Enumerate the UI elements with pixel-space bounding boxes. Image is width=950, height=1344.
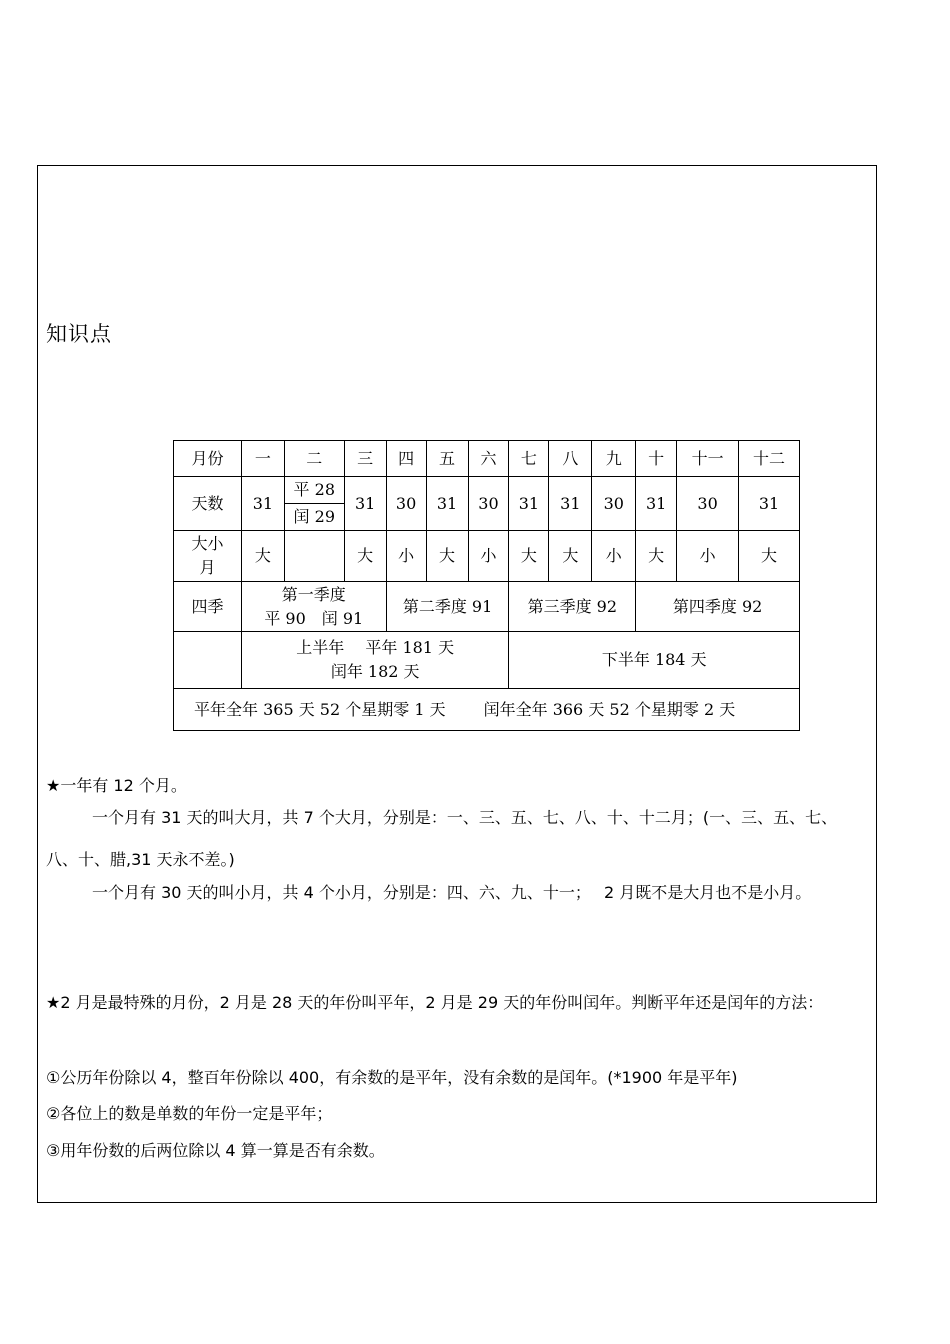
table-row [174,689,800,731]
leap-year-summary: 闰年全年 366 天 52 个星期零 2 天 [483,699,736,719]
month-cell: 六 [468,441,509,477]
month-cell: 四 [386,441,426,477]
note-rule-3: ③用年份数的后两位除以 4 算一算是否有余数。 [46,1141,385,1160]
note-rule-2: ②各位上的数是单数的年份一定是平年； [46,1104,333,1123]
days-cell: 31 [426,477,468,531]
size-cell: 大 [509,531,549,582]
table-row [174,582,800,632]
days-cell: 31 [344,477,386,531]
row-label-days: 天数 [174,477,242,531]
season-q1-title: 第一季度 [281,584,346,604]
feb-leap-days: 闰 29 [293,507,335,526]
size-cell: 小 [386,531,426,582]
year-summary-cell [174,689,800,731]
section-heading: 知识点 [46,322,112,346]
size-cell [284,531,344,582]
note-months-count: ★一年有 12 个月。 [46,776,187,795]
season-q3-cell: 第三季度 92 [509,582,636,632]
days-cell: 30 [592,477,636,531]
row-label-month: 月份 [174,441,242,477]
days-cell: 31 [509,477,549,531]
size-cell: 小 [468,531,509,582]
first-half-leap: 闰年 182 天 [330,662,420,681]
month-cell: 十二 [739,441,800,477]
days-cell: 31 [636,477,677,531]
month-cell: 九 [592,441,636,477]
size-cell: 大 [241,531,284,582]
days-cell: 31 [241,477,284,531]
season-q4-cell: 第四季度 92 [636,582,800,632]
first-half-common: 上半年 平年 181 天 [296,638,455,657]
days-cell: 31 [549,477,592,531]
row-label-season: 四季 [174,582,242,632]
note-small-months: 一个月有 30 天的叫小月，共 4 个小月，分别是：四、六、九、十一； 2 月既不是大月也不是小月。 [92,883,812,902]
season-q2-cell: 第二季度 91 [386,582,509,632]
month-cell: 一 [241,441,284,477]
month-cell: 二 [284,441,344,477]
note-big-months: 一个月有 31 天的叫大月，共 7 个大月，分别是：一、三、五、七、八、十、十二月；(一、三、五、七、八、十、腊,31 天永不差。) [46,808,838,869]
days-cell: 31 [739,477,800,531]
size-cell: 大 [344,531,386,582]
feb-days-cell [284,477,344,531]
table-row [174,441,800,477]
month-cell: 十 [636,441,677,477]
size-cell: 大 [426,531,468,582]
feb-common-days: 平 28 [285,477,344,504]
table-row [174,477,800,531]
size-cell: 小 [592,531,636,582]
days-cell: 30 [468,477,509,531]
days-cell: 30 [677,477,739,531]
row-label-half-empty [174,632,242,689]
second-half-cell: 下半年 184 天 [509,632,800,689]
month-cell: 十一 [677,441,739,477]
season-q1-cell [241,582,386,632]
table-row [174,632,800,689]
month-cell: 七 [509,441,549,477]
size-cell: 大 [636,531,677,582]
note-february: ★2 月是最特殊的月份，2 月是 28 天的年份叫平年，2 月是 29 天的年份叫闰年。判断平年还是闰年的方法： [46,993,824,1012]
common-year-summary: 平年全年 365 天 52 个星期零 1 天 [194,699,446,719]
days-cell: 30 [386,477,426,531]
size-cell: 大 [739,531,800,582]
month-cell: 八 [549,441,592,477]
month-table [173,440,800,731]
size-cell: 小 [677,531,739,582]
season-q1-days: 平 90 闰 91 [264,608,364,628]
month-cell: 五 [426,441,468,477]
table-row [174,531,800,582]
first-half-cell [241,632,509,689]
month-cell: 三 [344,441,386,477]
note-rule-1: ①公历年份除以 4，整百年份除以 400，有余数的是平年，没有余数的是闰年。(*1900 年是平年) [46,1068,738,1087]
size-cell: 大 [549,531,592,582]
row-label-size: 大小月 [174,531,242,582]
